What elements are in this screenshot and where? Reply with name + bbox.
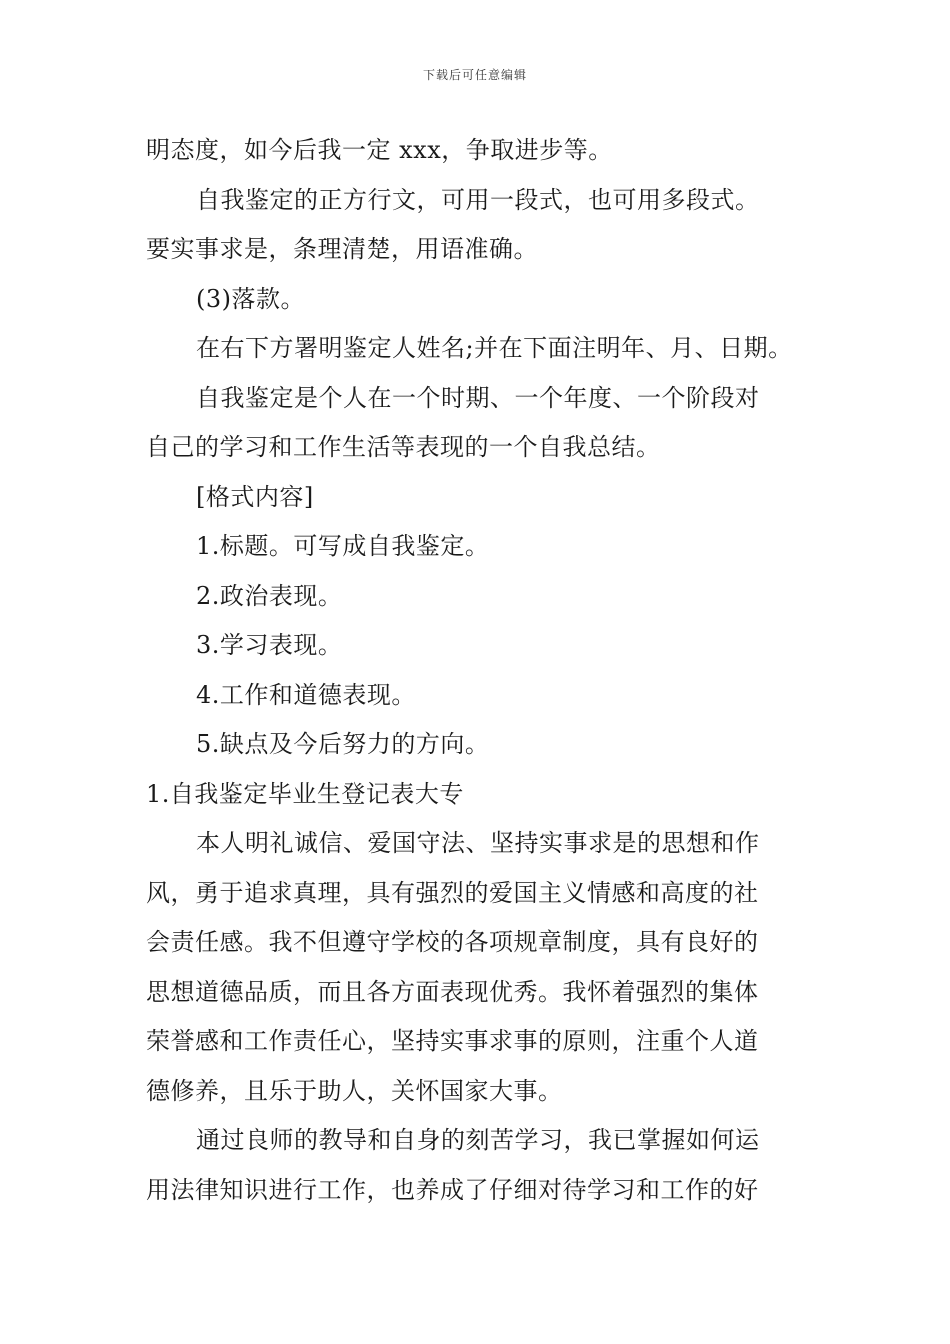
text-line: 用法律知识进行工作，也养成了仔细对待学习和工作的好 [146,1175,759,1204]
text-line: 德修养，且乐于助人，关怀国家大事。 [146,1076,563,1105]
text-line: 要实事求是，条理清楚，用语准确。 [146,235,538,263]
text-line: 荣誉感和工作责任心，坚持实事求事的原则，注重个人道 [146,1027,759,1055]
text-line: 通过良师的教导和自身的刻苦学习，我已掌握如何运 [196,1126,760,1154]
text-line: 自我鉴定的正方行文，可用一段式，也可用多段式。 [196,185,760,214]
text-line: 本人明礼诚信、爱国守法、坚持实事求是的思想和作 [196,829,760,857]
document-body [146,126,814,1215]
text-line: 风，勇于追求真理，具有强烈的爱国主义情感和高度的社 [146,878,759,907]
text-line: 自己的学习和工作生活等表现的一个自我总结。 [146,433,661,461]
page-header-note: 下载后可任意编辑 [422,68,527,82]
section-heading: [格式内容] [196,482,314,511]
list-item: 2.政治表现。 [196,581,343,610]
text-line: 在右下方署明鉴定人姓名;并在下面注明年、月、日期。 [196,334,793,362]
list-item: 1.标题。可写成自我鉴定。 [196,532,490,560]
list-item: 4.工作和道德表现。 [196,680,416,709]
section-title: 1.自我鉴定毕业生登记表大专 [146,779,464,808]
text-line: 思想道德品质，而且各方面表现优秀。我怀着强烈的集体 [146,977,759,1006]
text-line: 明态度，如今后我一定 xxx，争取进步等。 [146,136,613,164]
text-line: (3)落款。 [196,284,305,313]
text-line: 自我鉴定是个人在一个时期、一个年度、一个阶段对 [196,383,760,412]
list-item: 3.学习表现。 [196,631,343,659]
list-item: 5.缺点及今后努力的方向。 [196,730,490,758]
text-line: 会责任感。我不但遵守学校的各项规章制度，具有良好的 [146,928,759,956]
